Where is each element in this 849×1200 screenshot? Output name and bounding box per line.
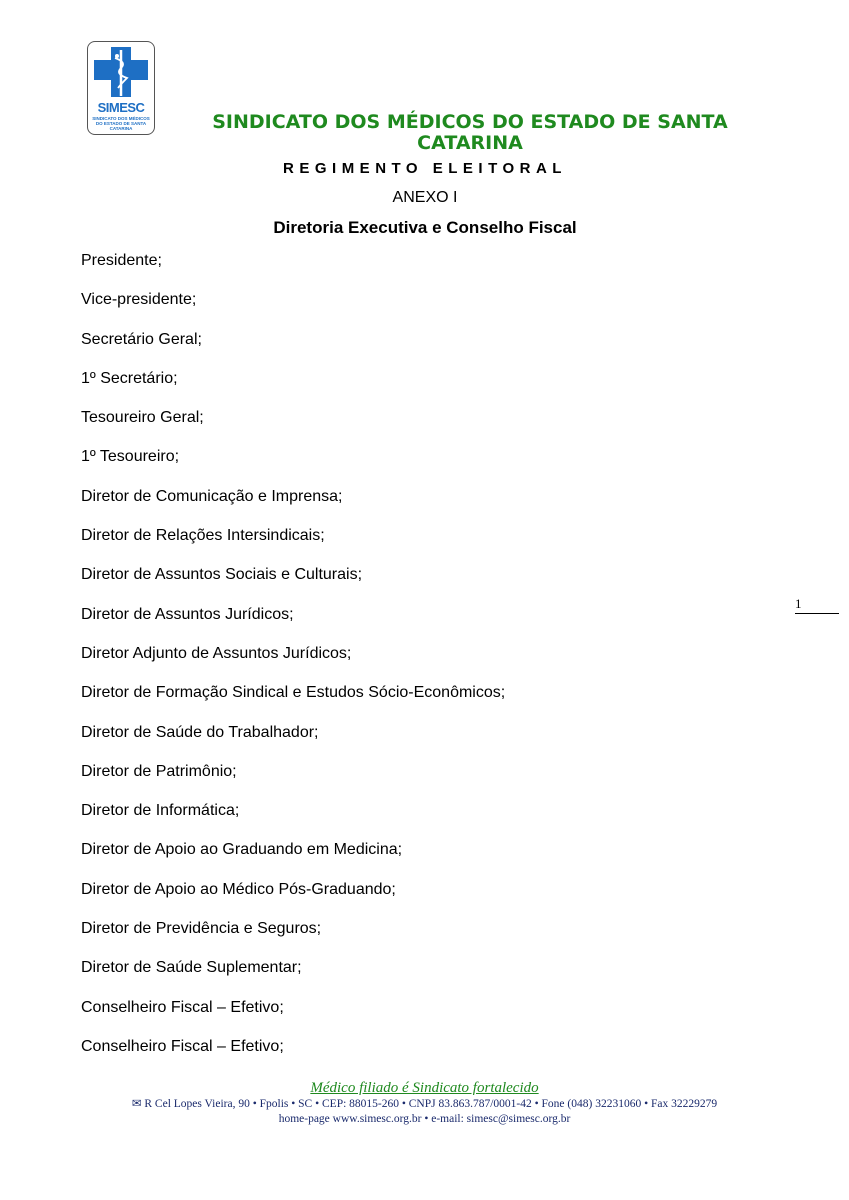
document-title: REGIMENTO ELEITORAL — [283, 160, 567, 177]
list-item: Diretor de Assuntos Sociais e Culturais; — [81, 566, 363, 584]
logo-subtitle: SINDICATO DOS MÉDICOS DO ESTADO DE SANTA CATARINA — [92, 116, 150, 131]
list-item: Secretário Geral; — [81, 330, 202, 348]
section-title: Diretoria Executiva e Conselho Fiscal — [273, 218, 577, 237]
list-item: Diretor de Informática; — [81, 802, 240, 820]
list-item: Diretor de Formação Sindical e Estudos Sócio-Econômicos; — [81, 684, 506, 702]
list-item: Conselheiro Fiscal – Efetivo; — [81, 998, 284, 1016]
footer-slogan: Médico filiado é Sindicato fortalecido — [310, 1080, 539, 1096]
list-item: Diretor de Patrimônio; — [81, 762, 237, 780]
page-number: 1 — [795, 596, 839, 614]
list-item: Diretor de Assuntos Jurídicos; — [81, 605, 294, 623]
logo-name: SIMESC — [97, 100, 145, 115]
footer-contact: home-page www.simesc.org.br • e-mail: simesc@simesc.org.br — [278, 1113, 571, 1125]
list-item: Diretor de Previdência e Seguros; — [81, 920, 322, 938]
list-item: Tesoureiro Geral; — [81, 409, 204, 427]
list-item: Diretor de Comunicação e Imprensa; — [81, 487, 343, 505]
annex-label: ANEXO I — [392, 189, 458, 206]
list-item: Presidente; — [81, 252, 162, 269]
list-item: Vice-presidente; — [81, 291, 197, 309]
list-item: 1º Secretário; — [81, 369, 178, 387]
list-item: Diretor de Apoio ao Graduando em Medicina; — [81, 841, 403, 859]
list-item: Diretor Adjunto de Assuntos Jurídicos; — [81, 644, 352, 662]
medical-cross-icon — [88, 42, 154, 102]
list-item: Diretor de Relações Intersindicais; — [81, 527, 325, 545]
list-item: Diretor de Saúde Suplementar; — [81, 959, 302, 977]
positions-list — [81, 251, 505, 1076]
footer-address: ✉ R Cel Lopes Vieira, 90 • Fpolis • SC • CEP: 88015-260 • CNPJ 83.863.787/0001-42 • Fone (048) 32231060 • Fax 32229279 — [131, 1098, 718, 1110]
list-item: Diretor de Saúde do Trabalhador; — [81, 723, 319, 741]
simesc-logo — [87, 41, 155, 135]
list-item: Diretor de Apoio ao Médico Pós-Graduando; — [81, 880, 396, 898]
list-item: 1º Tesoureiro; — [81, 448, 180, 466]
organization-title: SINDICATO DOS MÉDICOS DO ESTADO DE SANTA CATARINA — [212, 111, 728, 154]
page-footer — [60, 1079, 789, 1126]
list-item: Conselheiro Fiscal – Efetivo; — [81, 1037, 284, 1055]
